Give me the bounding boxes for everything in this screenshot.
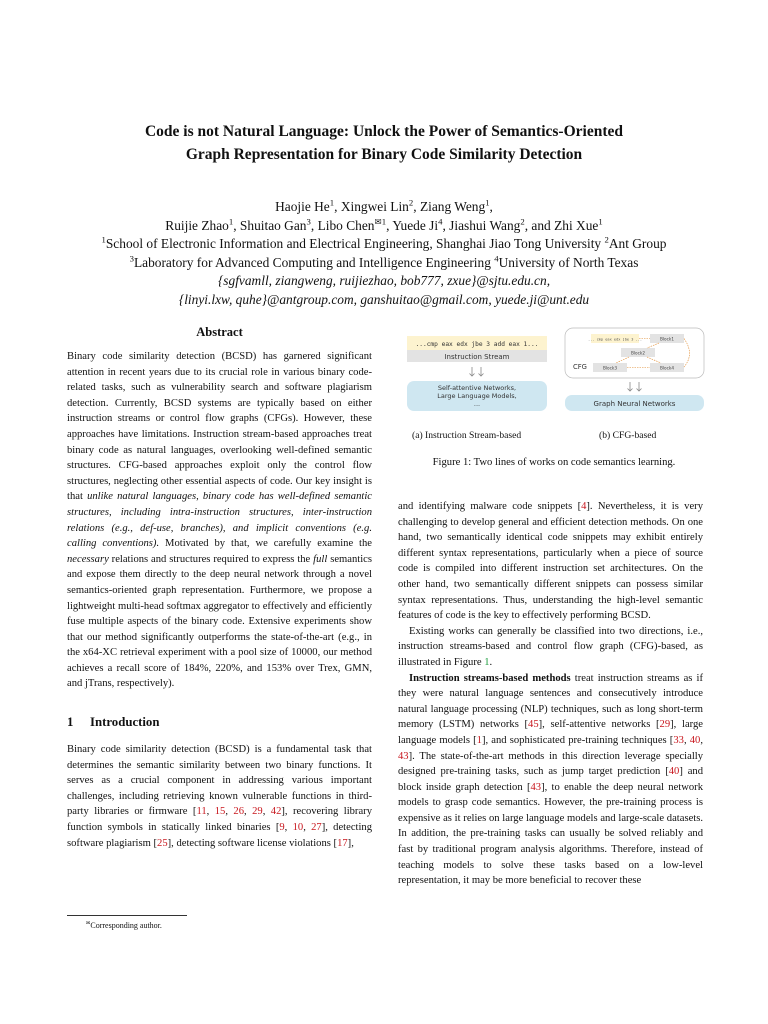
footnote: ✉Corresponding author. [86,920,162,930]
author-line-1: Haojie He$^1$, Xingwei Lin$^2$, Ziang Weng$^1$, [275,197,493,214]
model-label-1: Self-attentive Networks, [437,384,517,392]
citation-link[interactable]: 10 [292,822,304,834]
author-name: Zhi Xue [554,217,599,233]
author-affiliation-mark: 1 [228,216,234,227]
author-affiliation-mark: 1 [485,197,490,208]
subcaption-a: (a) Instruction Stream-based [412,430,522,441]
run-in-heading: Instruction streams-based methods [409,672,571,684]
body-paragraph: Instruction streams-based methods treat instruction streams as if they were natural language sentences and consecutively introduce natural language processing (NLP) techniques, such as long short-term memory (LSTM) networks [45], self-attentive networks [29], large language models [1], and sophisticated pre-training techniques [33, 40, 43]. The state-of-the-art methods in this direction leverage specially designed pre-training tasks, such as jump target prediction [40] and block inside graph detection [43], to enable the deep neural network models to grasp code semantics. However, the pre-training process is expensive as it relies on large language models and large-scale datasets. In addition, the pre-training tasks can usually be solved reliably and fast by traditional program analysis algorithms. Therefore, instead of teaching models to solve these tasks based on a low-level representation, it may be more beneficial to recover these [398,672,704,887]
affiliation-line-1: $^1$School of Electronic Information and Electrical Engineering, Shanghai Jiao Tong University $^2$Ant Group [101,234,667,251]
down-arrows-icon [628,382,642,391]
author-affiliation-mark: ✉1 [374,216,387,227]
author-name: Ziang Weng [419,199,486,214]
citation-link[interactable]: 33 [673,734,684,746]
model-label-3: ... [473,400,481,408]
citation-link[interactable]: 40 [668,766,680,778]
citation-link[interactable]: 43 [530,781,542,793]
author-name: Ruijie Zhao [165,217,229,233]
email-line-2: {linyi.lxw, quhe}@antgroup.com, ganshuitao@gmail.com, yuede.ji@unt.edu [178,291,590,307]
abstract-text: Binary code similarity detection (BCSD) has garnered significant attention in recent years due to its crucial role in various binary code-related tasks, such as vulnerability search and software plagiarism detection. Currently, BCSD systems are typically based on either instruction streams or control flow graphs (CFGs). However, these approaches have limitations. Instruction stream-based approaches treat binary code as natural languages, overlooking well-defined semantic structures. CFG-based approaches exploit only the control flow structures, neglecting other essential aspects of code. Our key insight is that unlike natural languages, binary code has well-defined semantic structures, including intra-instruction structures, inter-instruction relations (e.g., def-use, branches), and implicit conventions (e.g. calling conventions). Motivated by that, we carefully examine the necessary relations and structures required to express the full semantics and expose them directly to the deep neural network through a novel semantics-oriented graph representation. Furthermore, we propose a lightweight multi-head softmax aggregator to effectively and efficiently fuse multiple aspects of the binary code. Extensive experiments show that our method significantly outperforms the state-of-the-art (e.g., in the x64-XC retrieval experiment with a pool size of 10000, our method achieves a recall score of 184%, 220%, and 153% over Trex, GMN, and jTrans, respectively). [67,351,373,690]
citation-link[interactable]: 29 [659,719,671,731]
cfg-code-text: ... cmp eax edx jbe 3 ... [587,337,643,342]
block3-label: Block3 [603,365,617,371]
body-paragraph: and identifying malware code snippets [4]. Nevertheless, it is very challenging to develop general and efficient detection methods. On one hand, two semantically identical code snippets may exhibit entirely different syntax representations, particularly when a piece of source code is compiled into different instruction set architectures. On the other hand, two semantically different snippets can possess similar syntax representations. Thus, understanding the high-level semantic features of code is the key to effectively performing BCSD. [398,501,703,622]
citation-link[interactable]: 25 [157,837,168,849]
affiliation-line-2: $^3$Laboratory for Advanced Computing and Intelligence Engineering $^4$University of North Texas [129,253,639,270]
block1-label: Block1 [660,336,674,342]
block4-label: Block4 [660,365,674,371]
instruction-code-text: ...cmp eax edx jbe 3 add eax 1... [415,341,539,348]
paper-title [60,120,708,166]
figure-link[interactable]: 1 [484,656,490,668]
author-affiliation-mark: 2 [408,197,414,208]
mail-icon: ✉ [86,920,91,927]
citation-link[interactable]: 15 [214,806,226,818]
cfg-diagram [565,328,704,411]
citation-link[interactable]: 27 [311,822,322,834]
author-name: Haojie He [275,199,330,214]
citation-link[interactable]: 26 [233,806,245,818]
subcaption-b: (b) CFG-based [599,430,657,441]
instruction-stream-diagram [407,336,547,411]
author-affiliation-mark: 4 [438,216,443,227]
figure-caption: Figure 1: Two lines of works on code semantics learning. [432,457,676,468]
citation-link[interactable]: 29 [252,806,263,818]
author-line-2: Ruijie Zhao$^1$, Shuitao Gan$^3$, Libo Chen$^{✉1}$, Yuede Ji$^4$, Jiashui Wang$^2$, and Zhi Xue$^1$ [165,216,603,233]
left-column [67,324,372,851]
instruction-stream-label: Instruction Stream [444,353,510,361]
citation-link[interactable]: 1 [476,734,482,746]
citation-link[interactable]: 42 [270,806,282,818]
email-line-1: {sgfvamll, ziangweng, ruijiezhao, bob777, zxue}@sjtu.edu.cn, [217,273,551,288]
title-line-1: Code is not Natural Language: Unlock the Power of Semantics-Oriented [144,123,624,140]
author-affiliation-mark: 3 [306,216,311,227]
citation-link[interactable]: 45 [528,719,539,731]
author-affiliation-mark: 1 [598,216,603,227]
author-name: Yuede Ji [392,217,439,233]
cfg-label: CFG [573,363,587,371]
citation-link[interactable]: 9 [279,822,285,834]
citation-link[interactable]: 4 [581,501,587,512]
right-column [398,499,703,889]
author-block [40,198,728,309]
author-name: Jiashui Wang [449,217,521,233]
figure-1-diagram [395,326,713,426]
down-arrows-icon [470,367,484,376]
gnn-label: Graph Neural Networks [593,400,676,408]
section-heading-introduction: 1 Introduction [67,715,160,730]
citation-link[interactable]: 40 [689,734,701,746]
author-name: Xingwei Lin [340,199,409,214]
author-affiliation-mark: 1 [329,197,335,208]
model-label-2: Large Language Models, [437,392,517,400]
figure-1 [395,326,713,476]
citation-link[interactable]: 43 [398,750,409,762]
block2-label: Block2 [631,350,645,356]
intro-paragraph: Binary code similarity detection (BCSD) is a fundamental task that determines the semantic similarity between two binary functions. It serves as a crucial component in addressing various important challenges, including retrieving known vulnerable functions in third-party libraries or firmware [11, 15, 26, 29, 42], recovering library function symbols in statically linked binaries [9, 10, 27], detecting software plagiarism [25], detecting software license violations [17], [67,744,373,849]
author-affiliation-mark: 2 [520,216,525,227]
citation-link[interactable]: 11 [196,806,207,818]
body-paragraph: Existing works can generally be classified into two directions, i.e., instruction streams-based and control flow graph (CFG)-based, as illustrated in Figure 1. [398,625,703,668]
author-name: Libo Chen [317,217,375,233]
citation-link[interactable]: 17 [337,837,348,849]
abstract-heading: Abstract [196,325,243,339]
author-name: Shuitao Gan [239,217,307,233]
title-line-2: Graph Representation for Binary Code Similarity Detection [185,146,583,163]
footnote-rule [67,915,187,916]
